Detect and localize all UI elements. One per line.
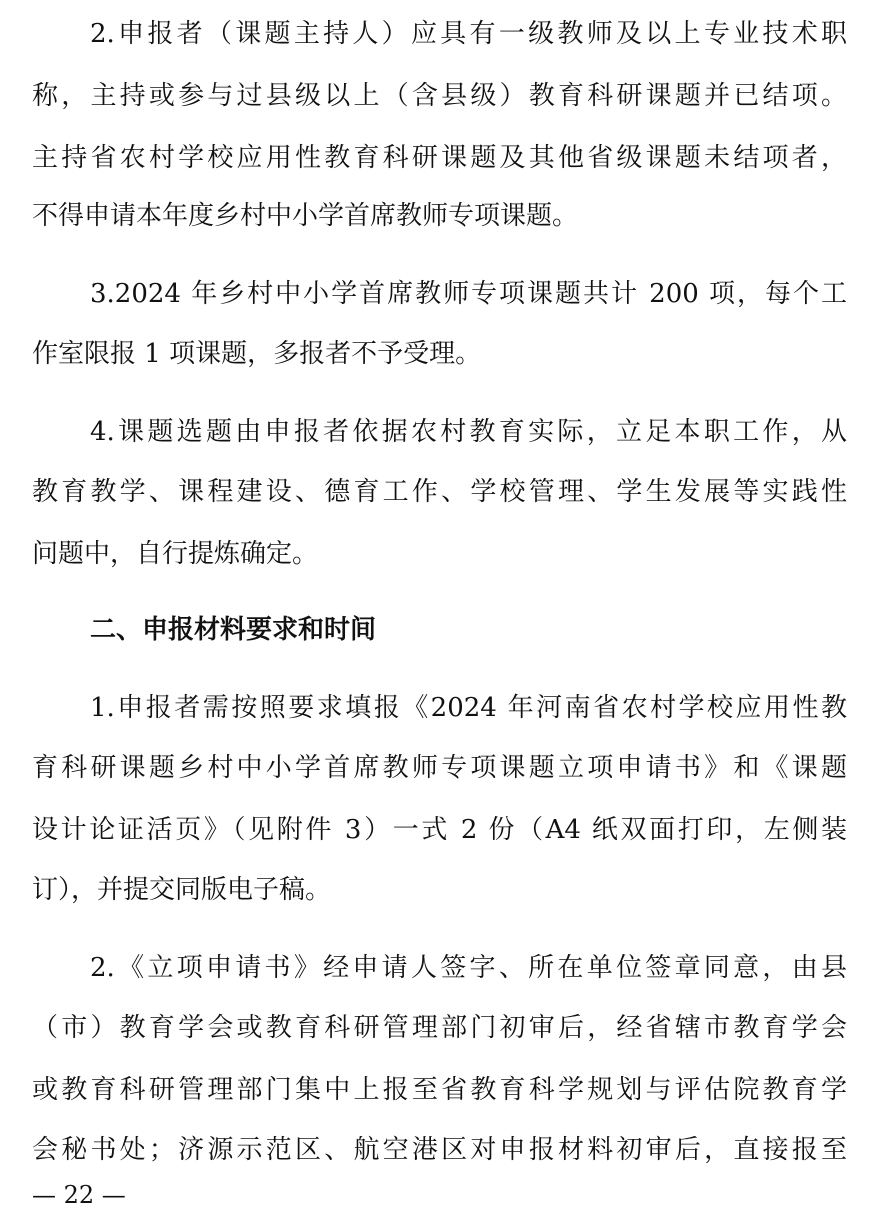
paragraph-line: 2.申报者（课题主持人）应具有一级教师及以上专业技术职	[90, 19, 847, 49]
paragraph-line: 3.2024 年乡村中小学首席教师专项课题共计 200 项，每个工	[90, 279, 847, 309]
paragraph-line: 1.申报者需按照要求填报《2024 年河南省农村学校应用性教	[90, 693, 847, 723]
paragraph-line: 不得申请本年度乡村中小学首席教师专项课题。	[32, 201, 579, 231]
paragraph-line: 问题中，自行提炼确定。	[32, 539, 319, 569]
paragraph-line: 4.课题选题由申报者依据农村教育实际，立足本职工作，从	[90, 417, 847, 447]
paragraph-line: 育科研课题乡村中小学首席教师专项课题立项申请书》和《课题	[32, 753, 847, 783]
paragraph-line: 教育教学、课程建设、德育工作、学校管理、学生发展等实践性	[32, 477, 847, 507]
paragraph-line: （市）教育学会或教育科研管理部门初审后，经省辖市教育学会	[32, 1013, 847, 1043]
paragraph-line: 订），并提交同版电子稿。	[32, 875, 332, 905]
paragraph-line: 会秘书处；济源示范区、航空港区对申报材料初审后，直接报至	[32, 1135, 847, 1165]
page-number: — 22 —	[32, 1181, 126, 1209]
paragraph-line: 2.《立项申请书》经申请人签字、所在单位签章同意，由县	[90, 953, 847, 983]
paragraph-line: 设计论证活页》（见附件 3）一式 2 份（A4 纸双面打印，左侧装	[32, 815, 847, 845]
paragraph-line: 或教育科研管理部门集中上报至省教育科学规划与评估院教育学	[32, 1075, 847, 1105]
paragraph-line: 主持省农村学校应用性教育科研课题及其他省级课题未结项者，	[32, 143, 847, 173]
paragraph-line: 作室限报 1 项课题，多报者不予受理。	[32, 339, 482, 369]
paragraph-line: 称，主持或参与过县级以上（含县级）教育科研课题并已结项。	[32, 81, 847, 111]
section-heading: 二、申报材料要求和时间	[90, 615, 377, 645]
